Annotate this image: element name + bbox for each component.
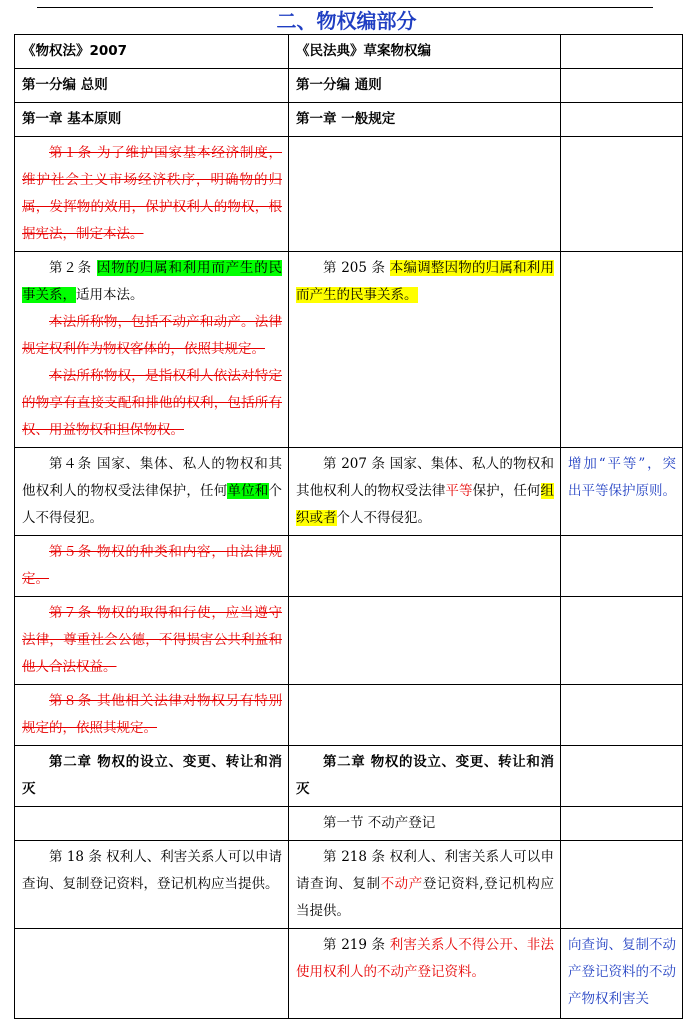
- article-18-text: 第 18 条 权利人、利害关系人可以申请查询、复制登记资料，登记机构应当提供。: [22, 849, 282, 892]
- chapter-2-heading-old: [15, 746, 289, 807]
- note-article-219: 向查询、复制不动产登记资料的不动产物权利害关: [561, 929, 683, 1019]
- article-207-highlight: 组织或者: [296, 483, 555, 526]
- table-row: [15, 807, 683, 841]
- article-219-new-cell: [289, 929, 561, 1019]
- article-218-added-word: 不动产: [380, 876, 423, 892]
- article-2-deleted-para-2: 本法所称物，包括不动产和动产。法律规定权利作为物权客体的，依照其规定。: [22, 314, 282, 357]
- article-218-post: 登记资料,登记机构应当提供。: [296, 876, 555, 919]
- notes-cell: [561, 807, 683, 841]
- table-row: [15, 448, 683, 536]
- article-18-old-cell: [15, 841, 289, 929]
- notes-cell: [561, 137, 683, 252]
- empty-cell: [289, 137, 561, 252]
- notes-cell: [561, 597, 683, 685]
- article-1-old-cell: [15, 137, 289, 252]
- comparison-table: [14, 34, 683, 1019]
- article-207-added-word: 平等: [445, 483, 473, 499]
- table-row: [15, 69, 683, 103]
- article-8-old-cell: [15, 685, 289, 746]
- table-row: [15, 536, 683, 597]
- chapter-heading-new: 第一章 一般规定: [289, 103, 561, 137]
- note-article-207: 增加“平等”，突出平等保护原则。: [561, 448, 683, 536]
- chapter-heading-old: 第一章 基本原则: [15, 103, 289, 137]
- article-219-new-text: 利害关系人不得公开、非法使用权利人的不动产登记资料。: [296, 937, 554, 980]
- part-heading-new: 第一分编 通则: [289, 69, 561, 103]
- article-1-deleted: 第１条 为了维护国家基本经济制度，维护社会主义市场经济秩序，明确物的归属，发挥物的效用，保护权利人的物权，根据宪法，制定本法。: [22, 145, 282, 242]
- article-219-number: 第 219 条: [323, 937, 390, 953]
- article-219-text: [296, 932, 554, 986]
- article-2-number: 第２条: [49, 260, 97, 276]
- article-207-text: [296, 451, 554, 532]
- article-218-new-cell: [289, 841, 561, 929]
- table-row: [15, 137, 683, 252]
- article-205-highlight: 本编调整因物的归属和利用而产生的民事关系。: [296, 260, 554, 303]
- empty-cell: [289, 597, 561, 685]
- section-title: 二、物权编部分: [276, 9, 417, 33]
- article-2-deleted-para-3: 本法所称物权，是指权利人依法对特定的物享有直接支配和排他的权利，包括所有权、用益物权和担保物权。: [22, 368, 282, 438]
- column-header-old-law: 《物权法》2007: [15, 35, 289, 69]
- table-row: [15, 746, 683, 807]
- article-4-old-cell: [15, 448, 289, 536]
- section-1-new-cell: [289, 807, 561, 841]
- section-1-heading: 第一节 不动产登记: [323, 815, 436, 831]
- chapter-2-new-text: 第二章 物权的设立、变更、转让和消灭: [296, 754, 554, 797]
- article-4-highlight: 单位和: [227, 483, 269, 499]
- empty-cell: [289, 536, 561, 597]
- table-row: [15, 929, 683, 1019]
- empty-cell: [15, 807, 289, 841]
- table-row: [15, 685, 683, 746]
- notes-cell: [561, 35, 683, 69]
- column-header-civil-code: 《民法典》草案物权编: [289, 35, 561, 69]
- article-218-pre: 第 218 条 权利人、利害关系人可以申请查询、复制: [296, 849, 554, 892]
- notes-cell: [561, 252, 683, 448]
- article-205-number: 第 205 条: [323, 260, 390, 276]
- empty-cell: [289, 685, 561, 746]
- chapter-2-old-text: 第二章 物权的设立、变更、转让和消灭: [22, 754, 282, 797]
- article-5-deleted: 第５条 物权的种类和内容，由法律规定。: [22, 544, 282, 587]
- notes-cell: [561, 103, 683, 137]
- notes-cell: [561, 536, 683, 597]
- article-2-old-cell: [15, 252, 289, 448]
- article-205-new-cell: [289, 252, 561, 448]
- empty-cell: [15, 929, 289, 1019]
- article-207-pre: 第 207 条 国家、集体、私人的物权和其他权利人的物权受法律: [296, 456, 554, 499]
- article-2-rest: 适用本法。: [76, 287, 144, 303]
- article-7-deleted: 第７条 物权的取得和行使，应当遵守法律，尊重社会公德，不得损害公共利益和他人合法权益。: [22, 605, 282, 675]
- article-4-pre: 第４条 国家、集体、私人的物权和其他权利人的物权受法律保护，任何: [22, 456, 282, 499]
- notes-cell: [561, 841, 683, 929]
- article-205-text: [296, 255, 554, 309]
- article-207-post: 个人不得侵犯。: [336, 510, 431, 526]
- table-row: [15, 597, 683, 685]
- table-row: [15, 841, 683, 929]
- notes-cell: [561, 69, 683, 103]
- article-4-text: [22, 451, 282, 532]
- notes-cell: [561, 685, 683, 746]
- article-7-old-cell: [15, 597, 289, 685]
- article-5-old-cell: [15, 536, 289, 597]
- article-207-new-cell: [289, 448, 561, 536]
- article-2-highlight: 因物的归属和利用而产生的民事关系，: [22, 260, 282, 303]
- table-row: [15, 35, 683, 69]
- table-row: [15, 252, 683, 448]
- part-heading-old: 第一分编 总则: [15, 69, 289, 103]
- article-2-text: [22, 255, 282, 309]
- chapter-2-heading-new: [289, 746, 561, 807]
- article-218-text: [296, 844, 554, 925]
- article-207-mid: 保护，任何: [472, 483, 541, 499]
- notes-cell: [561, 746, 683, 807]
- article-8-deleted: 第８条 其他相关法律对物权另有特别规定的，依照其规定。: [22, 693, 282, 736]
- table-row: [15, 103, 683, 137]
- article-4-post: 个人不得侵犯。: [22, 483, 283, 526]
